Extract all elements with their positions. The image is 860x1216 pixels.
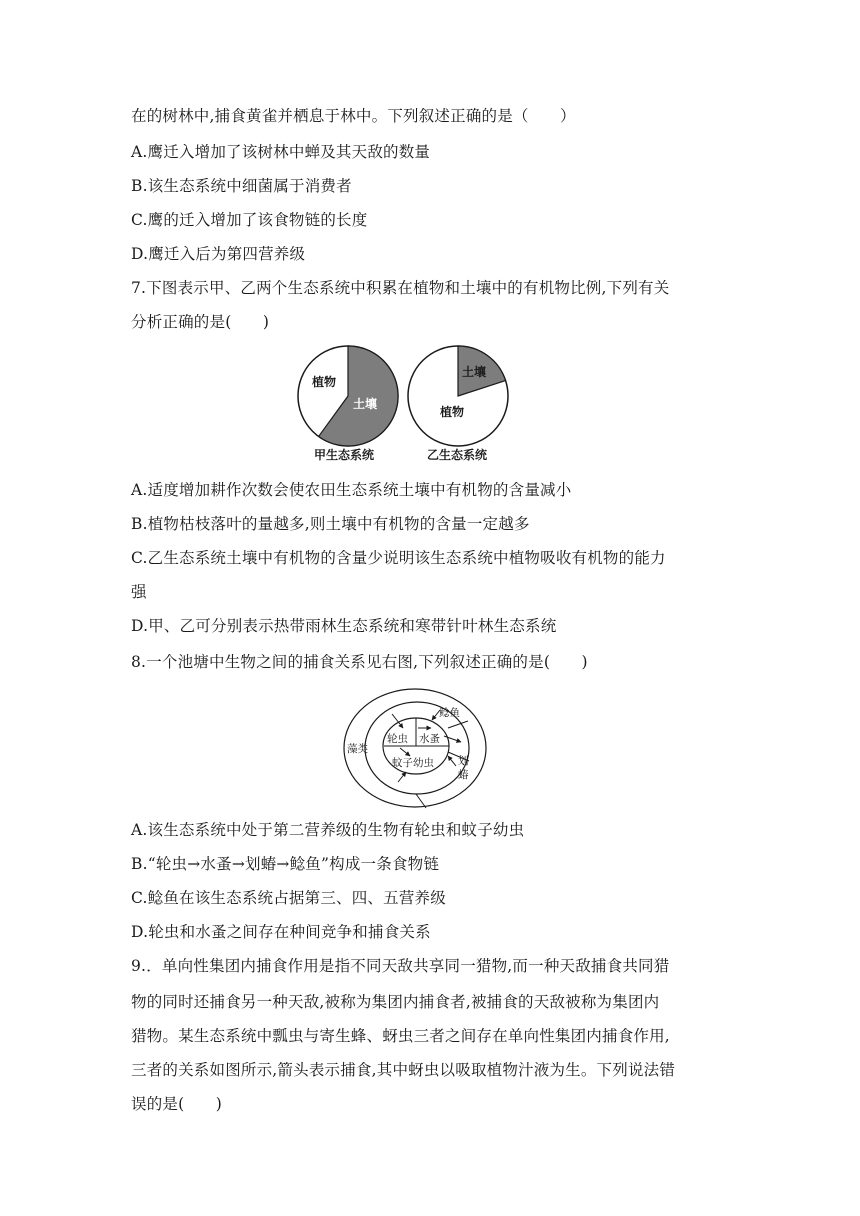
pie-yi-soil-label: 土壤	[462, 365, 487, 379]
divider-line	[448, 721, 468, 728]
pie-yi	[408, 346, 508, 462]
food-web-boatman-label-2: 蝽	[458, 769, 469, 781]
q7-stem-line2: 分析正确的是( )	[131, 313, 270, 331]
q9-line-1: 9.．单向性集团内捕食作用是指不同天敌共享同一猎物,而一种天敌捕食共同猎	[131, 957, 670, 975]
q8-option-c: C.鲶鱼在该生态系统占据第三、四、五营养级	[131, 889, 446, 907]
q9-line-3: 猎物。某生态系统中瓢虫与寄生蜂、蚜虫三者之间存在单向性集团内捕食作用,	[131, 1027, 670, 1045]
q7-pie-figure	[290, 336, 520, 470]
food-web-arrow	[448, 756, 456, 766]
q6-option-a: A.鹰迁入增加了该树林中蝉及其天敌的数量	[131, 143, 431, 161]
q8-option-b: B.“轮虫→水蚤→划蝽→鲶鱼”构成一条食物链	[131, 855, 440, 873]
pie-jia-plant-label: 植物	[312, 375, 337, 389]
pie-yi-caption: 乙生态系统	[427, 448, 488, 462]
q7-option-a: A.适度增加耕作次数会使农田生态系统土壤中有机物的含量减小	[131, 481, 572, 499]
q6-option-c: C.鹰的迁入增加了该食物链的长度	[131, 211, 368, 229]
q7-stem-line1: 7.下图表示甲、乙两个生态系统中积累在植物和土壤中的有机物比例,下列有关	[131, 279, 670, 297]
q8-option-d: D.轮虫和水蚤之间存在种间竞争和捕食关系	[131, 923, 431, 941]
pie-jia-soil-label: 土壤	[353, 397, 378, 411]
food-web-boatman-label-1: 划	[458, 755, 469, 767]
pie-jia-caption: 甲生态系统	[314, 448, 375, 462]
q7-option-c: C.乙生态系统土壤中有机物的含量少说明该生态系统中植物吸收有机物的能力	[131, 549, 666, 567]
food-web-arrow	[444, 736, 461, 742]
q9-line-5: 误的是( )	[131, 1095, 222, 1113]
food-web-algae-label: 藻类	[347, 743, 368, 755]
q7-option-b: B.植物枯枝落叶的量越多,则土壤中有机物的含量一定越多	[131, 515, 530, 533]
divider-line	[416, 794, 426, 808]
q9-line-2: 物的同时还捕食另一种天敌,被称为集团内捕食者,被捕食的天敌被称为集团内	[131, 993, 660, 1011]
food-web-arrow	[400, 748, 410, 756]
pie-yi-plant-label: 植物	[440, 405, 465, 419]
q8-option-a: A.该生态系统中处于第二营养级的生物有轮虫和蚊子幼虫	[131, 821, 525, 839]
q7-option-d: D.甲、乙可分别表示热带雨林生态系统和寒带针叶林生态系统	[131, 617, 557, 635]
food-web-larva-label: 蚊子幼虫	[392, 757, 434, 769]
pie-jia	[298, 346, 398, 462]
food-web-water-flea-label: 水蚤	[419, 733, 440, 745]
food-web-arrow	[398, 772, 406, 782]
q7-option-c-cont: 强	[131, 583, 147, 601]
q8-stem: 8.一个池塘中生物之间的捕食关系见右图,下列叙述正确的是( )	[131, 653, 588, 671]
food-web-fish-label: 鲶鱼	[439, 707, 460, 719]
food-web-rotifer-label: 轮虫	[387, 733, 408, 745]
q9-line-4: 三者的关系如图所示,箭头表示捕食,其中蚜虫以吸取植物汁液为生。下列说法错	[131, 1061, 676, 1079]
q8-food-web-figure	[340, 686, 490, 810]
q6-option-b: B.该生态系统中细菌属于消费者	[131, 177, 352, 195]
q6-option-d: D.鹰迁入后为第四营养级	[131, 245, 306, 263]
q6-stem-tail: 在的树林中,捕食黄雀并栖息于林中。下列叙述正确的是（ ）	[131, 107, 576, 125]
